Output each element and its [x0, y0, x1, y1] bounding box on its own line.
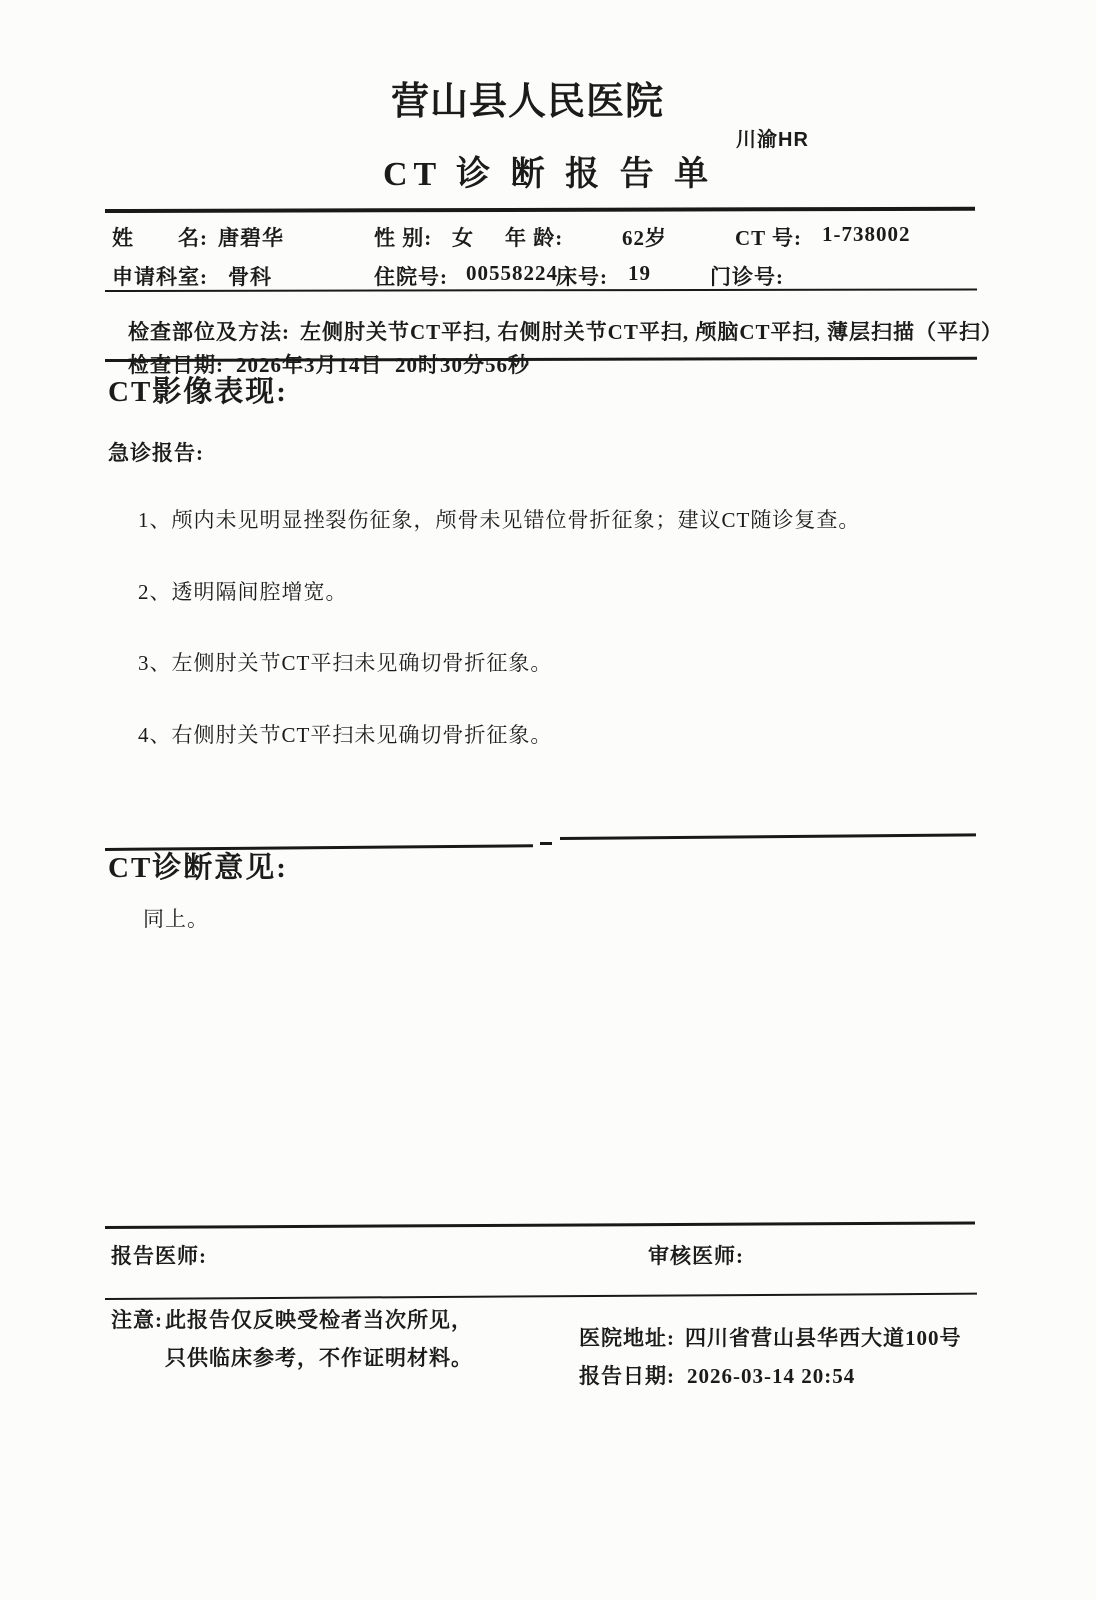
rule-physician-top: [105, 1221, 975, 1229]
finding-item-1: 1、颅内未见明显挫裂伤征象，颅骨未见错位骨折征象；建议CT随诊复查。: [138, 508, 861, 532]
report-title: CT 诊 断 报 告 单: [383, 156, 715, 193]
age-label: 年 龄:: [505, 226, 564, 250]
notice-line1: 此报告仅反映受检者当次所见，: [165, 1308, 473, 1332]
notice-line2: 只供临床参考，不作证明材料。: [165, 1346, 473, 1370]
rule-footer: [105, 1293, 977, 1300]
watermark-label: 川渝HR: [736, 129, 809, 151]
exam-method-label: 检查部位及方法:: [128, 320, 290, 344]
diagnosis-section-title: CT诊断意见:: [108, 852, 288, 884]
rule-diagnosis-dash: [540, 842, 552, 845]
finding-item-3: 3、左侧肘关节CT平扫未见确切骨折征象。: [138, 651, 553, 675]
exam-date-value: 2026年3月14日 20时30分56秒: [236, 353, 530, 377]
patient-name-label: 姓 名:: [112, 226, 208, 250]
inpatient-number-label: 住院号:: [374, 265, 448, 289]
outpatient-number-label: 门诊号:: [710, 265, 784, 289]
exam-date-label: 检查日期:: [128, 353, 224, 377]
review-physician-label: 审核医师:: [648, 1244, 744, 1268]
department-label: 申请科室:: [112, 265, 208, 289]
rule-top: [105, 207, 975, 213]
diagnosis-content: 同上。: [143, 907, 209, 931]
ct-number-value: 1-738002: [822, 222, 911, 246]
department-value: 骨科: [228, 265, 272, 289]
exam-method-value: 左侧肘关节CT平扫, 右侧肘关节CT平扫, 颅脑CT平扫, 薄层扫描（平扫）: [300, 320, 1004, 344]
findings-section-title: CT影像表现:: [108, 376, 288, 408]
report-physician-label: 报告医师:: [111, 1244, 207, 1268]
finding-item-2: 2、透明隔间腔增宽。: [138, 579, 348, 604]
bed-number-value: 19: [628, 261, 651, 285]
report-date-label: 报告日期:: [579, 1364, 675, 1388]
ct-number-label: CT 号:: [735, 226, 803, 250]
rule-diagnosis-right: [560, 833, 976, 840]
gender-value: 女: [452, 226, 474, 250]
hospital-name: 营山县人民医院: [391, 81, 665, 123]
report-date-row: [563, 1342, 855, 1408]
findings-list: [138, 468, 860, 790]
patient-name-value: 唐碧华: [218, 226, 284, 250]
report-date-value: 2026-03-14 20:54: [687, 1364, 856, 1388]
hospital-address-value: 四川省营山县华西大道100号: [685, 1326, 962, 1350]
notice-label: 注意:: [111, 1308, 163, 1332]
inpatient-number-value: 00558224: [466, 261, 558, 285]
gender-label: 性 别:: [374, 226, 433, 250]
hospital-address-label: 医院地址:: [579, 1326, 675, 1350]
bed-number-label: 床号:: [556, 265, 608, 289]
finding-item-4: 4、右侧肘关节CT平扫未见确切骨折征象。: [138, 722, 553, 747]
age-value: 62岁: [622, 226, 667, 250]
findings-subtitle: 急诊报告:: [108, 441, 204, 465]
